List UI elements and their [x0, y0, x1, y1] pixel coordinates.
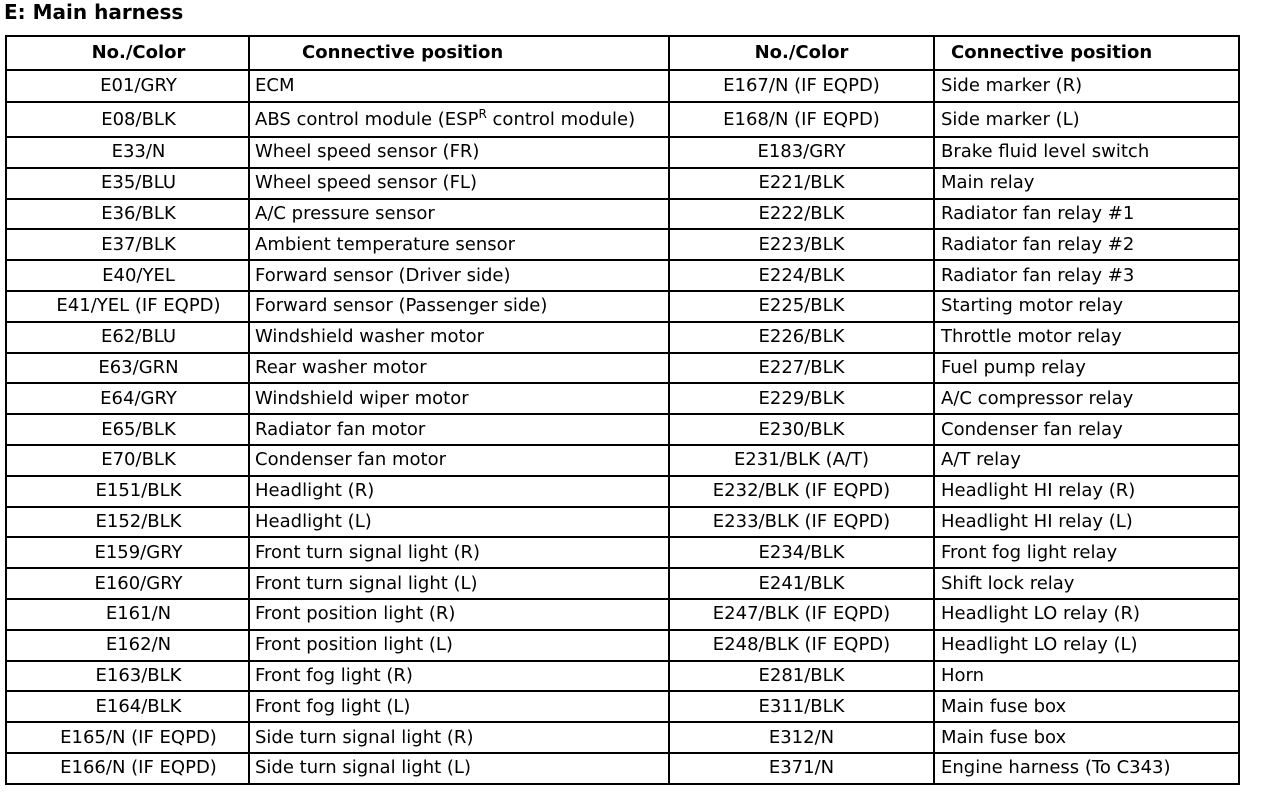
left-connective-position: Side turn signal light (L) — [249, 753, 669, 784]
left-connector-no: E41/YEL (IF EQPD) — [6, 291, 249, 322]
left-connector-no: E63/GRN — [6, 353, 249, 384]
left-connector-no: E37/BLK — [6, 229, 249, 260]
right-connective-position: Radiator fan relay #3 — [934, 260, 1239, 291]
left-connector-no: E165/N (IF EQPD) — [6, 722, 249, 753]
right-connector-no: E311/BLK — [669, 691, 934, 722]
left-connective-position: Radiator fan motor — [249, 414, 669, 445]
table-row — [6, 353, 1239, 384]
left-connector-no: E151/BLK — [6, 476, 249, 507]
right-connective-position: Headlight HI relay (L) — [934, 507, 1239, 538]
table-row — [6, 260, 1239, 291]
left-connective-position: Ambient temperature sensor — [249, 229, 669, 260]
left-connector-no: E36/BLK — [6, 199, 249, 230]
left-connective-position: Windshield washer motor — [249, 322, 669, 353]
column-header-connective-position: Connective position — [934, 36, 1239, 70]
left-connective-position: Forward sensor (Driver side) — [249, 260, 669, 291]
right-connector-no: E229/BLK — [669, 383, 934, 414]
column-header-no-color: No./Color — [669, 36, 934, 70]
left-connective-position: Headlight (L) — [249, 507, 669, 538]
left-connector-no: E01/GRY — [6, 70, 249, 102]
right-connector-no: E231/BLK (A/T) — [669, 445, 934, 476]
right-connective-position: Throttle motor relay — [934, 322, 1239, 353]
left-connective-position: Forward sensor (Passenger side) — [249, 291, 669, 322]
left-connector-no: E163/BLK — [6, 661, 249, 692]
left-connector-no: E62/BLU — [6, 322, 249, 353]
right-connector-no: E227/BLK — [669, 353, 934, 384]
left-connector-no: E33/N — [6, 137, 249, 168]
right-connector-no: E230/BLK — [669, 414, 934, 445]
right-connective-position: Brake fluid level switch — [934, 137, 1239, 168]
left-connector-no: E35/BLU — [6, 168, 249, 199]
table-row — [6, 383, 1239, 414]
left-connective-position: Windshield wiper motor — [249, 383, 669, 414]
right-connective-position: Fuel pump relay — [934, 353, 1239, 384]
right-connective-position: Side marker (R) — [934, 70, 1239, 102]
left-connector-no: E164/BLK — [6, 691, 249, 722]
left-connector-no: E160/GRY — [6, 568, 249, 599]
table-row — [6, 599, 1239, 630]
left-connective-position: Rear washer motor — [249, 353, 669, 384]
left-connective-position: Front turn signal light (R) — [249, 537, 669, 568]
table-row — [6, 507, 1239, 538]
right-connective-position: Side marker (L) — [934, 102, 1239, 137]
position-text: ABS control module (ESP — [255, 108, 479, 130]
table-row — [6, 661, 1239, 692]
table-row — [6, 102, 1239, 137]
left-connector-no: E70/BLK — [6, 445, 249, 476]
table-body — [6, 70, 1239, 784]
position-text: control module) — [486, 108, 636, 130]
left-connective-position: ECM — [249, 70, 669, 102]
table-row — [6, 322, 1239, 353]
table-row — [6, 414, 1239, 445]
table-header-row — [6, 36, 1239, 70]
right-connective-position: Front fog light relay — [934, 537, 1239, 568]
section-title: E: Main harness — [4, 0, 184, 24]
left-connector-no: E65/BLK — [6, 414, 249, 445]
registered-superscript: R — [478, 106, 487, 121]
left-connective-position — [249, 102, 669, 137]
right-connective-position: Starting motor relay — [934, 291, 1239, 322]
left-connective-position: Wheel speed sensor (FL) — [249, 168, 669, 199]
left-connector-no: E166/N (IF EQPD) — [6, 753, 249, 784]
left-connective-position: Front position light (R) — [249, 599, 669, 630]
right-connector-no: E248/BLK (IF EQPD) — [669, 630, 934, 661]
right-connective-position: Horn — [934, 661, 1239, 692]
right-connector-no: E232/BLK (IF EQPD) — [669, 476, 934, 507]
right-connector-no: E233/BLK (IF EQPD) — [669, 507, 934, 538]
right-connective-position: A/C compressor relay — [934, 383, 1239, 414]
table-row — [6, 630, 1239, 661]
right-connective-position: Engine harness (To C343) — [934, 753, 1239, 784]
right-connector-no: E183/GRY — [669, 137, 934, 168]
right-connective-position: Headlight LO relay (R) — [934, 599, 1239, 630]
left-connector-no: E159/GRY — [6, 537, 249, 568]
table-row — [6, 691, 1239, 722]
table-row — [6, 70, 1239, 102]
right-connector-no: E223/BLK — [669, 229, 934, 260]
table-row — [6, 137, 1239, 168]
right-connective-position: Radiator fan relay #2 — [934, 229, 1239, 260]
left-connector-no: E162/N — [6, 630, 249, 661]
right-connective-position: Main fuse box — [934, 691, 1239, 722]
table-row — [6, 291, 1239, 322]
left-connective-position: Condenser fan motor — [249, 445, 669, 476]
left-connective-position: Front turn signal light (L) — [249, 568, 669, 599]
left-connective-position: Front fog light (R) — [249, 661, 669, 692]
right-connective-position: A/T relay — [934, 445, 1239, 476]
table-row — [6, 722, 1239, 753]
right-connective-position: Condenser fan relay — [934, 414, 1239, 445]
right-connective-position: Headlight LO relay (L) — [934, 630, 1239, 661]
table-head — [6, 36, 1239, 70]
right-connective-position: Headlight HI relay (R) — [934, 476, 1239, 507]
left-connective-position: Wheel speed sensor (FR) — [249, 137, 669, 168]
right-connector-no: E225/BLK — [669, 291, 934, 322]
left-connector-no: E64/GRY — [6, 383, 249, 414]
left-connective-position: Front fog light (L) — [249, 691, 669, 722]
right-connective-position: Shift lock relay — [934, 568, 1239, 599]
left-connector-no: E08/BLK — [6, 102, 249, 137]
table-row — [6, 199, 1239, 230]
left-connector-no: E40/YEL — [6, 260, 249, 291]
table-row — [6, 537, 1239, 568]
right-connector-no: E167/N (IF EQPD) — [669, 70, 934, 102]
left-connective-position: Side turn signal light (R) — [249, 722, 669, 753]
right-connector-no: E241/BLK — [669, 568, 934, 599]
right-connector-no: E226/BLK — [669, 322, 934, 353]
table-row — [6, 168, 1239, 199]
right-connector-no: E247/BLK (IF EQPD) — [669, 599, 934, 630]
right-connector-no: E371/N — [669, 753, 934, 784]
right-connector-no: E281/BLK — [669, 661, 934, 692]
left-connective-position: Front position light (L) — [249, 630, 669, 661]
right-connective-position: Main relay — [934, 168, 1239, 199]
right-connective-position: Main fuse box — [934, 722, 1239, 753]
right-connective-position: Radiator fan relay #1 — [934, 199, 1239, 230]
right-connector-no: E224/BLK — [669, 260, 934, 291]
table-row — [6, 568, 1239, 599]
left-connective-position: Headlight (R) — [249, 476, 669, 507]
left-connective-position: A/C pressure sensor — [249, 199, 669, 230]
table-row — [6, 753, 1239, 784]
table-row — [6, 229, 1239, 260]
right-connector-no: E222/BLK — [669, 199, 934, 230]
right-connector-no: E168/N (IF EQPD) — [669, 102, 934, 137]
right-connector-no: E234/BLK — [669, 537, 934, 568]
left-connector-no: E152/BLK — [6, 507, 249, 538]
table-row — [6, 445, 1239, 476]
column-header-no-color: No./Color — [6, 36, 249, 70]
main-harness-table — [5, 35, 1240, 785]
right-connector-no: E312/N — [669, 722, 934, 753]
table-row — [6, 476, 1239, 507]
column-header-connective-position: Connective position — [249, 36, 669, 70]
left-connector-no: E161/N — [6, 599, 249, 630]
right-connector-no: E221/BLK — [669, 168, 934, 199]
